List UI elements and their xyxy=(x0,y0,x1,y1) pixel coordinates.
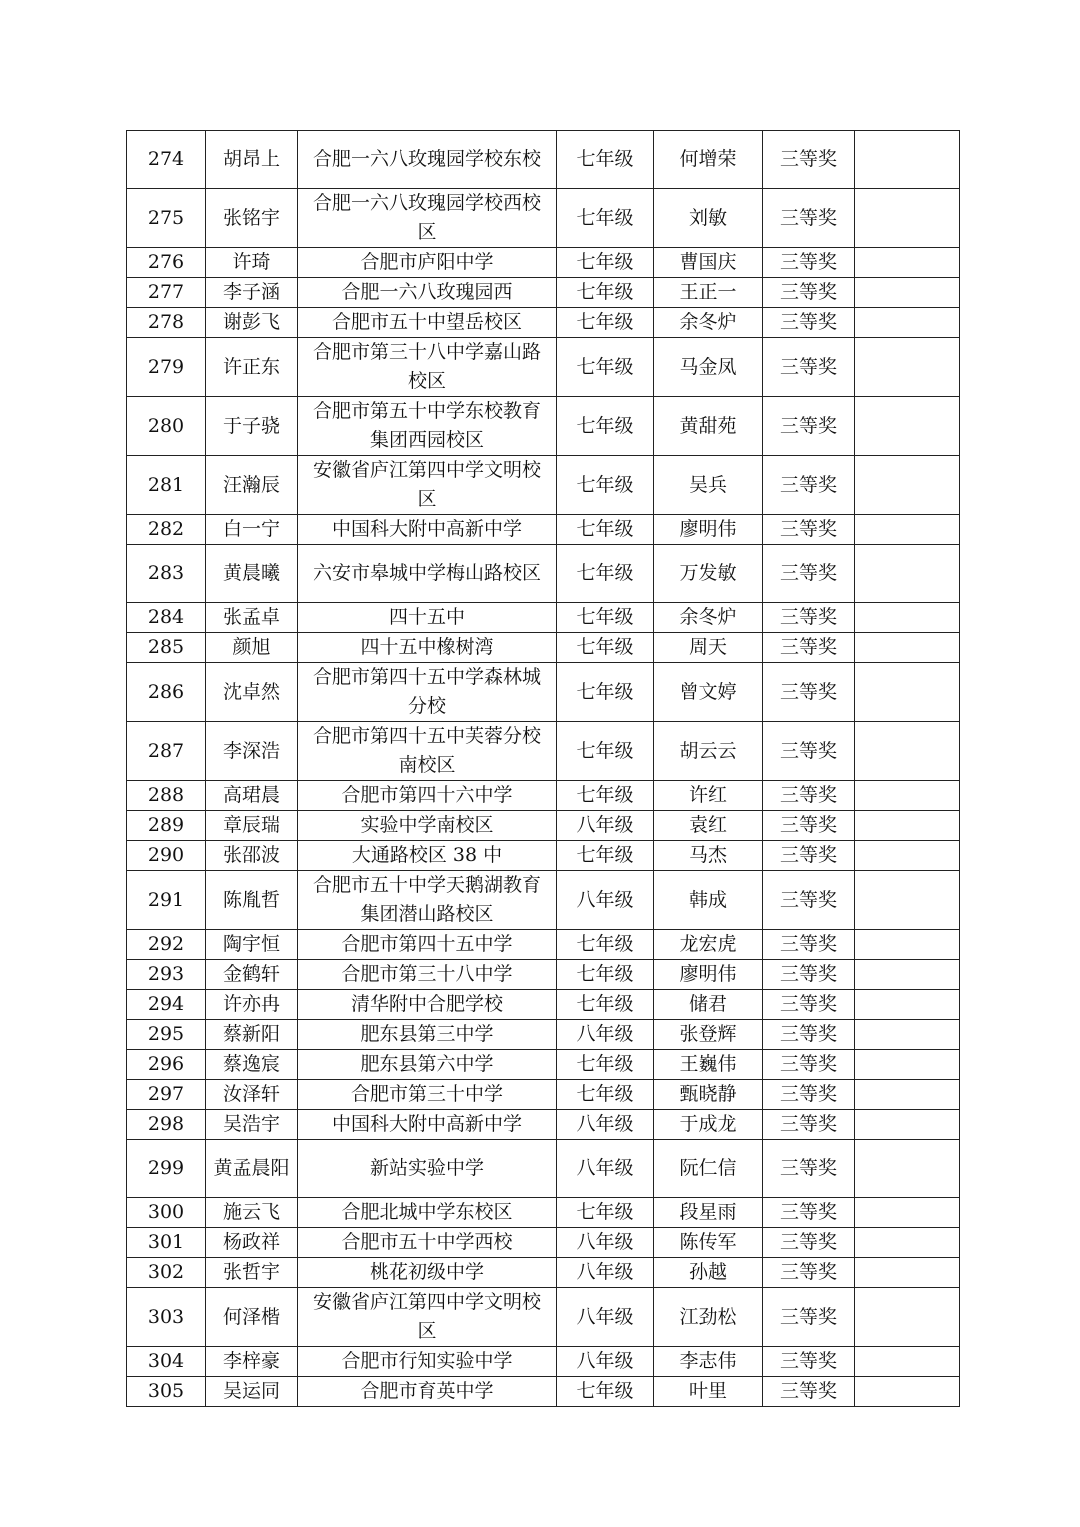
school-cell: 合肥市五十中学天鹅湖教育集团潜山路校区 xyxy=(298,871,557,930)
note-cell xyxy=(855,841,960,871)
note-cell xyxy=(855,960,960,990)
note-cell xyxy=(855,1020,960,1050)
school-cell: 合肥市第四十六中学 xyxy=(298,781,557,811)
table-row xyxy=(127,1258,960,1288)
table-row xyxy=(127,189,960,248)
grade-cell: 七年级 xyxy=(557,603,654,633)
school-cell: 合肥市第三十中学 xyxy=(298,1080,557,1110)
award-cell: 三等奖 xyxy=(763,1140,855,1198)
note-cell xyxy=(855,397,960,456)
grade-cell: 八年级 xyxy=(557,811,654,841)
teacher-cell: 廖明伟 xyxy=(654,960,763,990)
grade-cell: 八年级 xyxy=(557,1140,654,1198)
note-cell xyxy=(855,189,960,248)
note-cell xyxy=(855,871,960,930)
row-number-cell: 282 xyxy=(127,515,206,545)
teacher-cell: 曾文婷 xyxy=(654,663,763,722)
award-cell: 三等奖 xyxy=(763,545,855,603)
teacher-cell: 龙宏虎 xyxy=(654,930,763,960)
row-number-cell: 294 xyxy=(127,990,206,1020)
row-number-cell: 301 xyxy=(127,1228,206,1258)
row-number-cell: 281 xyxy=(127,456,206,515)
school-cell: 合肥市第四十五中学 xyxy=(298,930,557,960)
student-name-cell: 张孟卓 xyxy=(206,603,298,633)
school-cell: 合肥一六八玫瑰园学校西校区 xyxy=(298,189,557,248)
school-cell: 中国科大附中高新中学 xyxy=(298,1110,557,1140)
row-number-cell: 297 xyxy=(127,1080,206,1110)
student-name-cell: 许亦冉 xyxy=(206,990,298,1020)
student-name-cell: 吴浩宇 xyxy=(206,1110,298,1140)
row-number-cell: 290 xyxy=(127,841,206,871)
school-cell: 合肥市第四十五中芙蓉分校南校区 xyxy=(298,722,557,781)
document-page xyxy=(126,130,959,1407)
school-cell: 实验中学南校区 xyxy=(298,811,557,841)
award-cell: 三等奖 xyxy=(763,1080,855,1110)
note-cell xyxy=(855,1050,960,1080)
note-cell xyxy=(855,1110,960,1140)
row-number-cell: 278 xyxy=(127,308,206,338)
grade-cell: 七年级 xyxy=(557,722,654,781)
award-cell: 三等奖 xyxy=(763,278,855,308)
student-name-cell: 胡昂上 xyxy=(206,131,298,189)
row-number-cell: 296 xyxy=(127,1050,206,1080)
teacher-cell: 刘敏 xyxy=(654,189,763,248)
table-row xyxy=(127,663,960,722)
table-row xyxy=(127,1198,960,1228)
row-number-cell: 292 xyxy=(127,930,206,960)
school-cell: 四十五中橡树湾 xyxy=(298,633,557,663)
student-name-cell: 沈卓然 xyxy=(206,663,298,722)
table-row xyxy=(127,960,960,990)
table-row xyxy=(127,248,960,278)
row-number-cell: 284 xyxy=(127,603,206,633)
award-cell: 三等奖 xyxy=(763,308,855,338)
school-cell: 合肥一六八玫瑰园西 xyxy=(298,278,557,308)
row-number-cell: 293 xyxy=(127,960,206,990)
teacher-cell: 韩成 xyxy=(654,871,763,930)
row-number-cell: 300 xyxy=(127,1198,206,1228)
grade-cell: 七年级 xyxy=(557,990,654,1020)
grade-cell: 七年级 xyxy=(557,131,654,189)
note-cell xyxy=(855,633,960,663)
row-number-cell: 279 xyxy=(127,338,206,397)
note-cell xyxy=(855,811,960,841)
award-cell: 三等奖 xyxy=(763,1258,855,1288)
note-cell xyxy=(855,248,960,278)
grade-cell: 七年级 xyxy=(557,633,654,663)
grade-cell: 七年级 xyxy=(557,1377,654,1407)
table-row xyxy=(127,781,960,811)
note-cell xyxy=(855,1140,960,1198)
note-cell xyxy=(855,278,960,308)
award-cell: 三等奖 xyxy=(763,397,855,456)
award-cell: 三等奖 xyxy=(763,871,855,930)
student-name-cell: 白一宁 xyxy=(206,515,298,545)
teacher-cell: 阮仁信 xyxy=(654,1140,763,1198)
school-cell: 合肥市庐阳中学 xyxy=(298,248,557,278)
award-cell: 三等奖 xyxy=(763,1347,855,1377)
note-cell xyxy=(855,781,960,811)
grade-cell: 七年级 xyxy=(557,1050,654,1080)
award-cell: 三等奖 xyxy=(763,930,855,960)
student-name-cell: 李子涵 xyxy=(206,278,298,308)
grade-cell: 八年级 xyxy=(557,1228,654,1258)
table-row xyxy=(127,1288,960,1347)
teacher-cell: 黄甜苑 xyxy=(654,397,763,456)
award-cell: 三等奖 xyxy=(763,189,855,248)
student-name-cell: 许正东 xyxy=(206,338,298,397)
teacher-cell: 余冬炉 xyxy=(654,603,763,633)
award-cell: 三等奖 xyxy=(763,603,855,633)
student-name-cell: 许琦 xyxy=(206,248,298,278)
grade-cell: 七年级 xyxy=(557,189,654,248)
table-row xyxy=(127,990,960,1020)
grade-cell: 七年级 xyxy=(557,397,654,456)
note-cell xyxy=(855,603,960,633)
grade-cell: 七年级 xyxy=(557,663,654,722)
school-cell: 大通路校区 38 中 xyxy=(298,841,557,871)
student-name-cell: 蔡逸宸 xyxy=(206,1050,298,1080)
teacher-cell: 廖明伟 xyxy=(654,515,763,545)
teacher-cell: 李志伟 xyxy=(654,1347,763,1377)
student-name-cell: 谢彭飞 xyxy=(206,308,298,338)
student-name-cell: 章辰瑞 xyxy=(206,811,298,841)
note-cell xyxy=(855,1080,960,1110)
note-cell xyxy=(855,1288,960,1347)
award-cell: 三等奖 xyxy=(763,841,855,871)
table-row xyxy=(127,1140,960,1198)
award-cell: 三等奖 xyxy=(763,722,855,781)
teacher-cell: 余冬炉 xyxy=(654,308,763,338)
table-row xyxy=(127,1377,960,1407)
student-name-cell: 陈胤哲 xyxy=(206,871,298,930)
award-cell: 三等奖 xyxy=(763,338,855,397)
note-cell xyxy=(855,515,960,545)
school-cell: 合肥市育英中学 xyxy=(298,1377,557,1407)
teacher-cell: 储君 xyxy=(654,990,763,1020)
award-cell: 三等奖 xyxy=(763,1377,855,1407)
school-cell: 肥东县第三中学 xyxy=(298,1020,557,1050)
teacher-cell: 袁红 xyxy=(654,811,763,841)
note-cell xyxy=(855,663,960,722)
school-cell: 合肥北城中学东校区 xyxy=(298,1198,557,1228)
grade-cell: 七年级 xyxy=(557,248,654,278)
grade-cell: 七年级 xyxy=(557,278,654,308)
row-number-cell: 277 xyxy=(127,278,206,308)
table-row xyxy=(127,871,960,930)
teacher-cell: 马杰 xyxy=(654,841,763,871)
grade-cell: 八年级 xyxy=(557,1288,654,1347)
table-row xyxy=(127,515,960,545)
school-cell: 合肥市行知实验中学 xyxy=(298,1347,557,1377)
student-name-cell: 张哲宇 xyxy=(206,1258,298,1288)
award-cell: 三等奖 xyxy=(763,960,855,990)
student-name-cell: 汝泽轩 xyxy=(206,1080,298,1110)
school-cell: 六安市皋城中学梅山路校区 xyxy=(298,545,557,603)
row-number-cell: 303 xyxy=(127,1288,206,1347)
teacher-cell: 胡云云 xyxy=(654,722,763,781)
school-cell: 合肥市第三十八中学 xyxy=(298,960,557,990)
school-cell: 清华附中合肥学校 xyxy=(298,990,557,1020)
table-row xyxy=(127,841,960,871)
row-number-cell: 299 xyxy=(127,1140,206,1198)
student-name-cell: 张铭宇 xyxy=(206,189,298,248)
row-number-cell: 295 xyxy=(127,1020,206,1050)
grade-cell: 八年级 xyxy=(557,1110,654,1140)
table-row xyxy=(127,633,960,663)
row-number-cell: 298 xyxy=(127,1110,206,1140)
table-row xyxy=(127,278,960,308)
table-row xyxy=(127,1050,960,1080)
teacher-cell: 叶里 xyxy=(654,1377,763,1407)
row-number-cell: 288 xyxy=(127,781,206,811)
school-cell: 合肥市五十中学西校 xyxy=(298,1228,557,1258)
teacher-cell: 曹国庆 xyxy=(654,248,763,278)
table-row xyxy=(127,1228,960,1258)
row-number-cell: 276 xyxy=(127,248,206,278)
school-cell: 肥东县第六中学 xyxy=(298,1050,557,1080)
teacher-cell: 许红 xyxy=(654,781,763,811)
teacher-cell: 王巍伟 xyxy=(654,1050,763,1080)
school-cell: 新站实验中学 xyxy=(298,1140,557,1198)
table-row xyxy=(127,131,960,189)
award-cell: 三等奖 xyxy=(763,1110,855,1140)
school-cell: 合肥市第五十中学东校教育集团西园校区 xyxy=(298,397,557,456)
note-cell xyxy=(855,456,960,515)
grade-cell: 七年级 xyxy=(557,781,654,811)
student-name-cell: 吴运同 xyxy=(206,1377,298,1407)
teacher-cell: 万发敏 xyxy=(654,545,763,603)
award-cell: 三等奖 xyxy=(763,1198,855,1228)
student-name-cell: 施云飞 xyxy=(206,1198,298,1228)
student-name-cell: 黄晨曦 xyxy=(206,545,298,603)
table-row xyxy=(127,722,960,781)
award-cell: 三等奖 xyxy=(763,248,855,278)
grade-cell: 七年级 xyxy=(557,960,654,990)
award-cell: 三等奖 xyxy=(763,1050,855,1080)
table-row xyxy=(127,930,960,960)
student-name-cell: 杨政祥 xyxy=(206,1228,298,1258)
table-row xyxy=(127,1020,960,1050)
grade-cell: 八年级 xyxy=(557,871,654,930)
note-cell xyxy=(855,1377,960,1407)
school-cell: 合肥市五十中望岳校区 xyxy=(298,308,557,338)
student-name-cell: 金鹤轩 xyxy=(206,960,298,990)
student-name-cell: 何泽楷 xyxy=(206,1288,298,1347)
award-cell: 三等奖 xyxy=(763,1228,855,1258)
row-number-cell: 280 xyxy=(127,397,206,456)
award-cell: 三等奖 xyxy=(763,633,855,663)
note-cell xyxy=(855,1347,960,1377)
teacher-cell: 周天 xyxy=(654,633,763,663)
award-cell: 三等奖 xyxy=(763,663,855,722)
student-name-cell: 张邵波 xyxy=(206,841,298,871)
award-cell: 三等奖 xyxy=(763,990,855,1020)
note-cell xyxy=(855,308,960,338)
table-row xyxy=(127,397,960,456)
note-cell xyxy=(855,1228,960,1258)
award-cell: 三等奖 xyxy=(763,781,855,811)
grade-cell: 七年级 xyxy=(557,308,654,338)
grade-cell: 七年级 xyxy=(557,1080,654,1110)
table-row xyxy=(127,1347,960,1377)
teacher-cell: 王正一 xyxy=(654,278,763,308)
row-number-cell: 274 xyxy=(127,131,206,189)
school-cell: 合肥一六八玫瑰园学校东校 xyxy=(298,131,557,189)
row-number-cell: 305 xyxy=(127,1377,206,1407)
teacher-cell: 何增荣 xyxy=(654,131,763,189)
table-row xyxy=(127,456,960,515)
table-row xyxy=(127,811,960,841)
grade-cell: 七年级 xyxy=(557,545,654,603)
row-number-cell: 287 xyxy=(127,722,206,781)
table-row xyxy=(127,338,960,397)
award-cell: 三等奖 xyxy=(763,456,855,515)
school-cell: 安徽省庐江第四中学文明校区 xyxy=(298,456,557,515)
student-name-cell: 汪瀚辰 xyxy=(206,456,298,515)
grade-cell: 七年级 xyxy=(557,930,654,960)
student-name-cell: 颜旭 xyxy=(206,633,298,663)
grade-cell: 七年级 xyxy=(557,1198,654,1228)
award-cell: 三等奖 xyxy=(763,515,855,545)
grade-cell: 八年级 xyxy=(557,1347,654,1377)
student-name-cell: 李深浩 xyxy=(206,722,298,781)
student-name-cell: 黄孟晨阳 xyxy=(206,1140,298,1198)
teacher-cell: 马金凤 xyxy=(654,338,763,397)
row-number-cell: 304 xyxy=(127,1347,206,1377)
school-cell: 中国科大附中高新中学 xyxy=(298,515,557,545)
teacher-cell: 于成龙 xyxy=(654,1110,763,1140)
teacher-cell: 吴兵 xyxy=(654,456,763,515)
student-name-cell: 李梓豪 xyxy=(206,1347,298,1377)
student-name-cell: 高珺晨 xyxy=(206,781,298,811)
award-cell: 三等奖 xyxy=(763,811,855,841)
grade-cell: 八年级 xyxy=(557,1020,654,1050)
note-cell xyxy=(855,990,960,1020)
table-row xyxy=(127,603,960,633)
teacher-cell: 江劲松 xyxy=(654,1288,763,1347)
note-cell xyxy=(855,1258,960,1288)
note-cell xyxy=(855,722,960,781)
school-cell: 桃花初级中学 xyxy=(298,1258,557,1288)
grade-cell: 七年级 xyxy=(557,456,654,515)
grade-cell: 七年级 xyxy=(557,338,654,397)
table-row xyxy=(127,545,960,603)
row-number-cell: 291 xyxy=(127,871,206,930)
teacher-cell: 段星雨 xyxy=(654,1198,763,1228)
student-name-cell: 蔡新阳 xyxy=(206,1020,298,1050)
grade-cell: 八年级 xyxy=(557,1258,654,1288)
teacher-cell: 张登辉 xyxy=(654,1020,763,1050)
note-cell xyxy=(855,1198,960,1228)
row-number-cell: 302 xyxy=(127,1258,206,1288)
note-cell xyxy=(855,930,960,960)
note-cell xyxy=(855,338,960,397)
teacher-cell: 孙越 xyxy=(654,1258,763,1288)
note-cell xyxy=(855,131,960,189)
note-cell xyxy=(855,545,960,603)
row-number-cell: 285 xyxy=(127,633,206,663)
row-number-cell: 286 xyxy=(127,663,206,722)
school-cell: 合肥市第三十八中学嘉山路校区 xyxy=(298,338,557,397)
school-cell: 安徽省庐江第四中学文明校区 xyxy=(298,1288,557,1347)
teacher-cell: 陈传军 xyxy=(654,1228,763,1258)
award-cell: 三等奖 xyxy=(763,131,855,189)
table-row xyxy=(127,308,960,338)
teacher-cell: 甄晓静 xyxy=(654,1080,763,1110)
row-number-cell: 289 xyxy=(127,811,206,841)
student-name-cell: 陶宇恒 xyxy=(206,930,298,960)
table-row xyxy=(127,1080,960,1110)
student-name-cell: 于子骁 xyxy=(206,397,298,456)
award-cell: 三等奖 xyxy=(763,1288,855,1347)
award-rows xyxy=(127,131,960,1407)
table-row xyxy=(127,1110,960,1140)
grade-cell: 七年级 xyxy=(557,515,654,545)
grade-cell: 七年级 xyxy=(557,841,654,871)
row-number-cell: 275 xyxy=(127,189,206,248)
row-number-cell: 283 xyxy=(127,545,206,603)
award-list-table xyxy=(126,130,960,1407)
school-cell: 四十五中 xyxy=(298,603,557,633)
award-cell: 三等奖 xyxy=(763,1020,855,1050)
school-cell: 合肥市第四十五中学森林城分校 xyxy=(298,663,557,722)
